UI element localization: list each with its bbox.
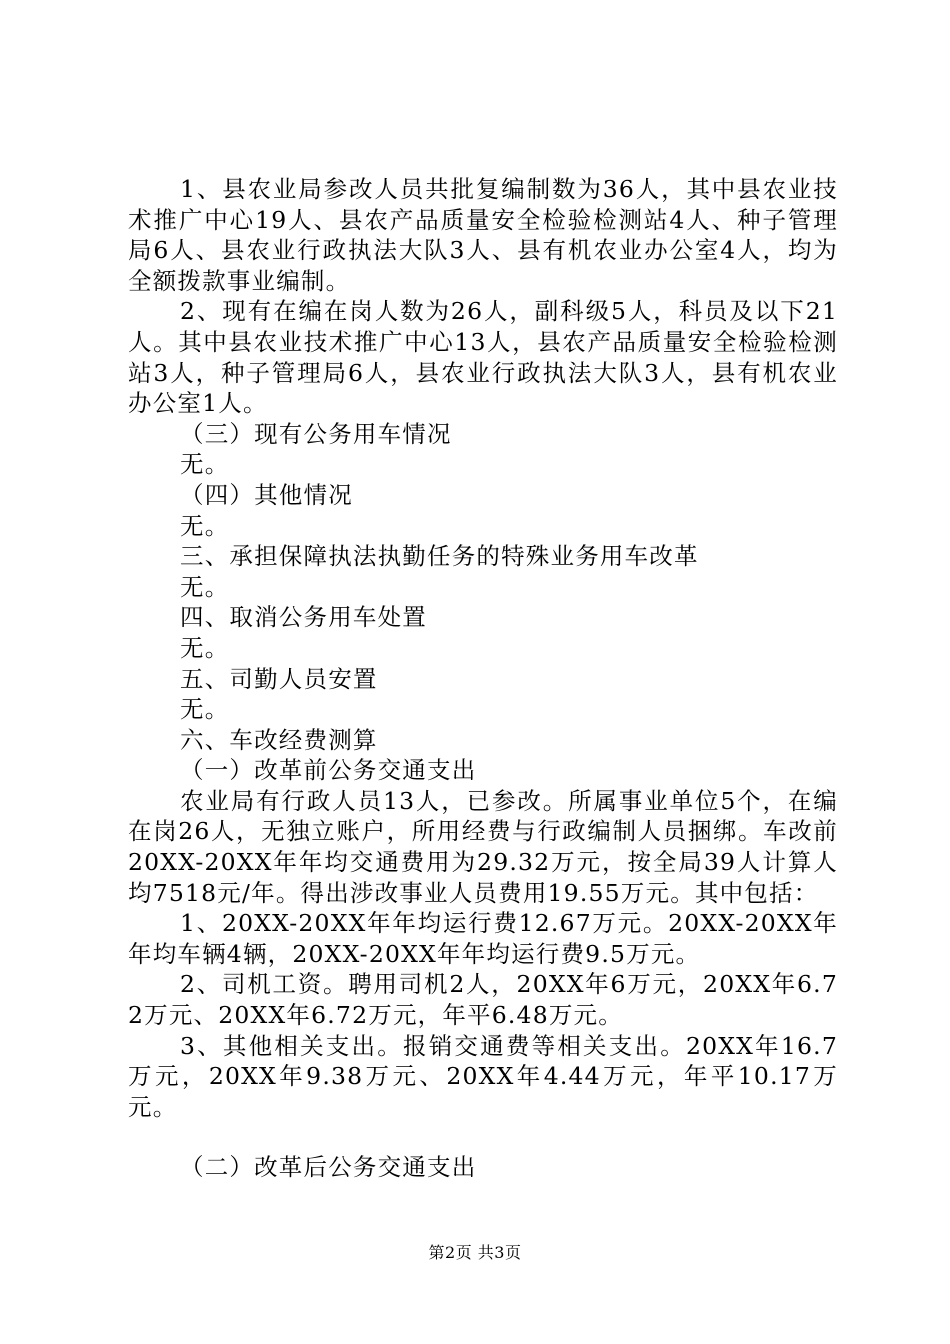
page-number-footer: 第2页 共3页	[428, 1243, 522, 1262]
paragraph-other-expenses: 3、其他相关支出。报销交通费等相关支出。20XX年16.7万元，20XX年9.38万元、20XX年4.44万元，年平10.17万元。	[128, 1031, 838, 1121]
heading-vehicle-disposal: 四、取消公务用车处置	[180, 603, 427, 632]
paragraph-spacer	[128, 1122, 838, 1152]
heading-driver-placement: 五、司勤人员安置	[180, 664, 378, 693]
paragraph-none: 无。	[180, 511, 230, 540]
paragraph-none: 无。	[180, 572, 230, 601]
paragraph-none: 无。	[180, 450, 230, 479]
heading-post-reform-expenses: （二）改革后公务交通支出	[180, 1153, 477, 1182]
document-body	[128, 174, 838, 1183]
heading-current-vehicles: （三）现有公务用车情况	[180, 419, 452, 448]
paragraph-staffing-quota: 1、县农业局参改人员共批复编制数为36人，其中县农业技术推广中心19人、县农产品质量安全检验检测站4人、种子管理局6人、县农业行政执法大队3人、县有机农业办公室4人，均为全额拨款事业编制。	[128, 175, 838, 295]
heading-pre-reform-expenses: （一）改革前公务交通支出	[180, 756, 477, 785]
heading-other-situation: （四）其他情况	[180, 480, 353, 509]
heading-special-vehicles: 三、承担保障执法执勤任务的特殊业务用车改革	[180, 542, 699, 571]
paragraph-driver-wages: 2、司机工资。聘用司机2人，20XX年6万元，20XX年6.72万元、20XX年6.72万元，年平6.48万元。	[128, 970, 838, 1030]
paragraph-none: 无。	[180, 695, 230, 724]
paragraph-none: 无。	[180, 633, 230, 662]
paragraph-current-staff: 2、现有在编在岗人数为26人，副科级5人，科员及以下21人。其中县农业技术推广中心13人，县农产品质量安全检验检测站3人，种子管理局6人，县农业行政执法大队3人，县有机农业办公室1人。	[128, 297, 838, 418]
paragraph-pre-reform-summary: 农业局有行政人员13人，已参改。所属事业单位5个，在编在岗26人，无独立账户，所用经费与行政编制人员捆绑。车改前20XX-20XX年年均交通费用为29.32万元，按全局39人计算人均7518元/年。得出涉改事业人员费用19.55万元。其中包括：	[128, 786, 838, 907]
heading-funding-calculation: 六、车改经费测算	[180, 725, 378, 754]
paragraph-operating-costs: 1、20XX-20XX年年均运行费12.67万元。20XX-20XX年年均车辆4辆，20XX-20XX年年均运行费9.5万元。	[128, 909, 838, 968]
